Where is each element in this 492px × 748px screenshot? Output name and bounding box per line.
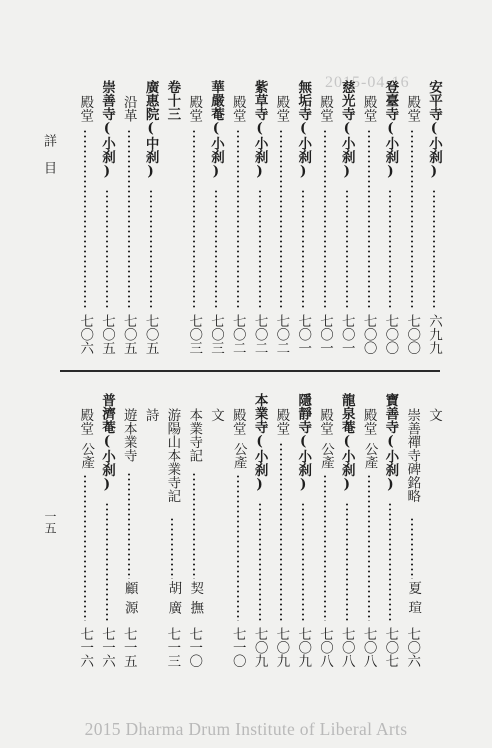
toc-entry	[208, 80, 224, 362]
entry-author: 顧源	[121, 581, 138, 620]
leader-dots	[280, 442, 282, 621]
page-number: 七一五	[120, 627, 137, 668]
toc-entry	[382, 80, 398, 362]
entry-author: 契撫	[187, 581, 204, 620]
page-number: 七〇二	[273, 314, 290, 355]
entry-label: 文	[426, 408, 442, 422]
entry-label: 遊本業寺	[120, 408, 137, 462]
toc-entry	[382, 393, 398, 675]
page-number: 七一六	[77, 627, 94, 668]
leader-dots	[302, 189, 304, 308]
toc-entry	[230, 80, 246, 362]
leader-dots	[259, 189, 261, 308]
page-number: 七〇九	[273, 627, 290, 668]
leader-dots	[215, 189, 217, 308]
toc-entry	[339, 80, 355, 362]
page-number: 七〇五	[99, 314, 115, 355]
entry-label: 殿堂	[77, 95, 94, 122]
page-number: 七〇一	[295, 314, 312, 355]
toc-entry	[273, 80, 289, 362]
leader-dots	[368, 474, 370, 621]
leader-dots	[259, 502, 261, 621]
leader-dots	[106, 189, 108, 308]
page-number: 七〇二	[251, 314, 268, 355]
page-number: 七〇三	[186, 314, 203, 355]
page-number: 七〇〇	[360, 314, 377, 355]
entry-label: 本業寺記	[186, 408, 203, 462]
leader-dots	[193, 129, 195, 308]
page-number: 七〇五	[142, 314, 159, 355]
page-number: 七〇二	[229, 314, 246, 355]
leader-dots	[106, 502, 108, 621]
leader-dots	[324, 129, 326, 308]
leader-dots	[193, 472, 195, 579]
leader-dots	[346, 502, 348, 621]
page-number: 七一〇	[229, 627, 246, 668]
toc-entry	[252, 393, 268, 675]
temple-heading: 隱靜寺(小刹)	[295, 393, 312, 493]
date-stamp: 2015-04-16	[325, 74, 410, 91]
leader-dots	[128, 129, 130, 308]
leader-dots	[302, 502, 304, 621]
toc-entry	[361, 80, 377, 362]
leader-dots	[389, 502, 391, 621]
leader-dots	[84, 129, 86, 308]
page-number: 六九九	[426, 314, 442, 355]
page-number: 七〇六	[404, 627, 421, 668]
entry-sublabel: 公產	[78, 442, 95, 469]
toc-entry	[121, 393, 137, 675]
toc-entry	[252, 80, 268, 362]
toc-entry	[164, 393, 180, 675]
entry-label: 殿堂	[186, 95, 203, 122]
leader-dots	[411, 129, 413, 308]
leader-dots	[128, 472, 130, 579]
leader-dots	[368, 129, 370, 308]
entry-label: 崇善禪寺碑銘略	[404, 408, 421, 503]
toc-entry	[164, 80, 180, 362]
entry-label: 殿堂	[360, 408, 377, 435]
toc-entry	[230, 393, 246, 675]
toc-entry	[143, 393, 159, 675]
entry-label: 殿堂	[404, 95, 421, 122]
entry-label: 殿堂	[360, 95, 377, 122]
toc-entry	[99, 393, 115, 675]
entry-label: 殿堂	[317, 95, 333, 122]
toc-entry	[317, 80, 333, 362]
page-number: 七一六	[99, 627, 115, 668]
toc-entry	[295, 393, 311, 675]
page-number: 七一〇	[186, 627, 203, 668]
toc-entry	[143, 80, 159, 362]
entry-label: 文	[208, 408, 224, 422]
toc-entry	[77, 393, 93, 675]
entry-label: 殿堂	[229, 408, 246, 435]
temple-heading: 崇善寺(小刹)	[99, 80, 115, 180]
entry-label: 沿革	[120, 95, 137, 122]
page-number: 七〇七	[382, 627, 399, 668]
entry-label: 殿堂	[273, 95, 290, 122]
temple-heading: 華嚴菴(小刹)	[208, 80, 224, 180]
temple-heading: 卷十三	[164, 80, 181, 121]
leader-dots	[324, 474, 326, 621]
temple-heading: 普濟菴(小刹)	[99, 393, 115, 493]
entry-label: 詩	[142, 408, 159, 422]
watermark-text: 2015 Dharma Drum Institute of Liberal Arts	[84, 719, 408, 739]
entry-label: 殿堂	[317, 408, 333, 435]
entry-sublabel: 公產	[230, 442, 247, 469]
toc-entry	[208, 393, 224, 675]
page-number: 七〇八	[338, 627, 355, 668]
leader-dots	[171, 517, 173, 579]
toc-entry	[404, 80, 420, 362]
page-number: 七〇九	[295, 627, 312, 668]
toc-entry	[273, 393, 289, 675]
page-number: 七〇九	[251, 627, 268, 668]
temple-heading: 安平寺(小刹)	[426, 80, 442, 180]
toc-entry	[404, 393, 420, 675]
toc-entry	[77, 80, 93, 362]
leader-dots	[237, 129, 239, 308]
page-number: 七〇三	[208, 314, 224, 355]
toc-entry	[339, 393, 355, 675]
entry-label: 殿堂	[273, 408, 290, 435]
toc-entry	[361, 393, 377, 675]
toc-entry	[121, 80, 137, 362]
page-number: 七〇一	[338, 314, 355, 355]
toc-entry	[426, 80, 442, 362]
leader-dots	[280, 129, 282, 308]
temple-heading: 廣惠院(中刹)	[142, 80, 159, 180]
leader-dots	[346, 189, 348, 308]
temple-heading: 本業寺(小刹)	[251, 393, 268, 493]
leader-dots	[411, 517, 413, 579]
entry-author: 胡廣	[165, 581, 182, 620]
page-number: 七〇六	[77, 314, 94, 355]
leader-dots	[150, 189, 152, 308]
temple-heading: 無垢寺(小刹)	[295, 80, 312, 180]
running-head: 詳目	[41, 134, 56, 188]
page-number: 七〇五	[120, 314, 137, 355]
register-divider	[60, 370, 440, 372]
page-number: 七〇八	[317, 627, 333, 668]
toc-entry	[426, 393, 442, 675]
entry-author: 夏瑄	[405, 581, 422, 620]
temple-heading: 龍泉菴(小刹)	[338, 393, 355, 493]
toc-entry	[295, 80, 311, 362]
page-number: 七〇八	[360, 627, 377, 668]
leader-dots	[389, 189, 391, 308]
page-number: 七〇一	[317, 314, 333, 355]
page-number: 七〇〇	[382, 314, 399, 355]
leader-dots	[237, 474, 239, 621]
entry-sublabel: 公產	[361, 442, 378, 469]
toc-entry	[186, 393, 202, 675]
toc-entry	[317, 393, 333, 675]
entry-label: 殿堂	[229, 95, 246, 122]
entry-label: 游陽山本業寺記	[164, 408, 181, 503]
leader-dots	[84, 474, 86, 621]
toc-entry	[186, 80, 202, 362]
page-number: 七〇〇	[404, 314, 421, 355]
folio: 一五	[43, 510, 57, 534]
toc-entry	[99, 80, 115, 362]
leader-dots	[433, 189, 435, 308]
temple-heading: 紫草寺(小刹)	[251, 80, 268, 180]
temple-heading: 慈光寺(小刹)	[338, 80, 355, 180]
temple-heading: 寶善寺(小刹)	[382, 393, 399, 493]
page-number: 七一三	[164, 627, 181, 668]
entry-sublabel: 公產	[318, 442, 334, 469]
entry-label: 殿堂	[77, 408, 94, 435]
temple-heading: 登臺寺(小刹)	[382, 80, 399, 180]
